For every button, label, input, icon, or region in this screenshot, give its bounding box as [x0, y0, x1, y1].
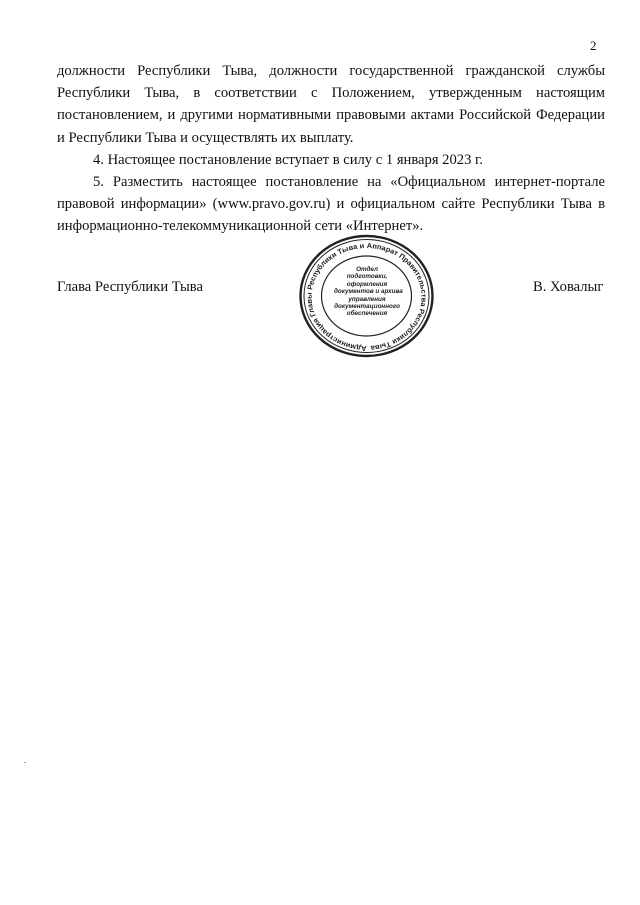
page-number: 2: [590, 38, 597, 53]
stamp-line: оформления: [346, 280, 388, 288]
signatory-name: В. Ховалыг: [533, 279, 604, 295]
signatory-position: Глава Республики Тыва: [57, 279, 203, 295]
stamp-line: подготовки,: [346, 273, 388, 281]
official-stamp: [298, 233, 435, 359]
stamp-inner-text: [334, 266, 403, 318]
paragraph-item-5: 5. Разместить настоящее постановление на «Официальном интернет-портале правовой информации» (www.pravo.gov.ru) и официальном сайте Республики Тыва в информационно-телекоммуникационной сети «Интернет».: [57, 174, 605, 235]
stamp-line: обеспечения: [346, 310, 388, 318]
stamp-ring-text: Администрация Главы Республики Тыва и Аппарат Правительства Республики Тыва: [304, 240, 429, 354]
stamp-line: документационного: [334, 303, 400, 311]
scan-speck: [24, 762, 26, 763]
stamp-line: Отдел: [356, 266, 378, 273]
paragraph-item-4: 4. Настоящее постановление вступает в силу с 1 января 2023 г.: [93, 151, 483, 168]
paragraph-continuation: должности Республики Тыва, должности государственной гражданской службы Республики Тыва, в соответствии с Положением, утвержденным настоящим постановлением, и другими нормативными правовыми актами Российской Федерации и Республики Тыва и осуществлять их выплату.: [57, 63, 605, 146]
stamp-line: управления: [348, 295, 386, 303]
stamp-line: документов и архива: [334, 288, 403, 296]
document-body: [57, 60, 605, 238]
